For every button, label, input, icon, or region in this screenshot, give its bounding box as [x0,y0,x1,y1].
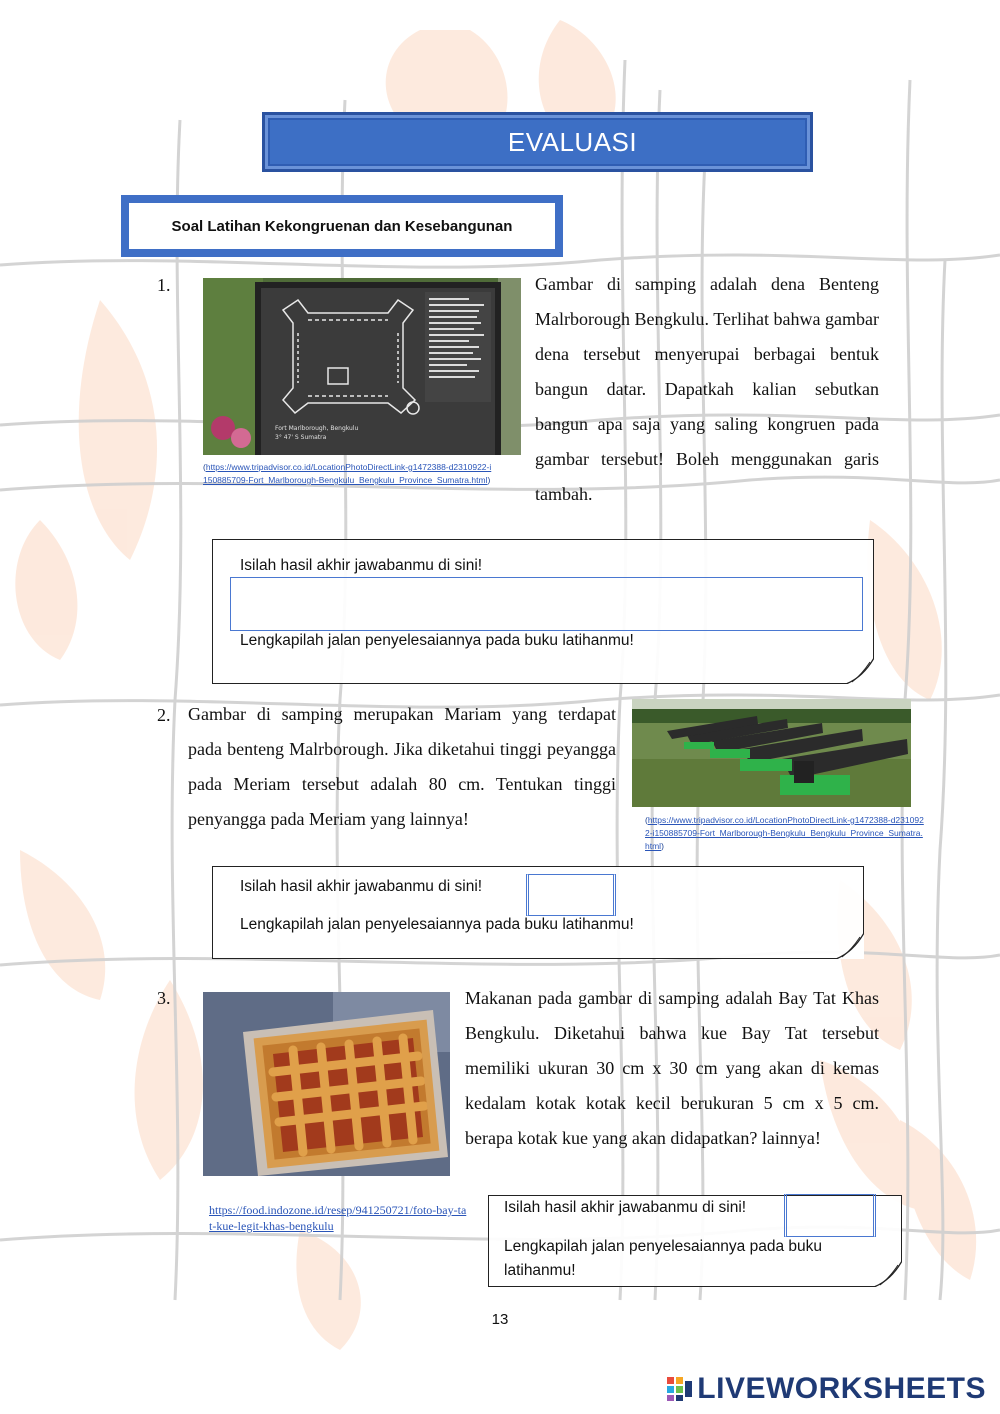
page-curl-icon [846,658,874,684]
question-2-text: Gambar di samping merupakan Mariam yang terdapat pada benteng Malrborough. Jika diketahui tinggi peyangga pada Meriam tersebut adalah 80 cm. Tentukan tinggi penyangga pada Meriam yang lainnya! [188,704,616,829]
question-2-number: 2. [157,705,171,725]
question-3-answer-note: Lengkapilah jalan penyelesaiannya pada buku latihanmu! [504,1238,823,1279]
question-1-caption [203,461,493,487]
question-2-caption-close: ) [661,841,664,851]
evaluation-title-text: EVALUASI [507,126,638,157]
liveworksheets-brand[interactable] [667,1372,986,1406]
map-sign-title: Fort Marlborough, Bengkulu [275,425,359,432]
question-1-source-link[interactable]: https://www.tripadvisor.co.id/LocationPhotoDirectLink-g1472388-d2310922-i150885709-Fort_Marlborough-Bengkulu_Bengkulu_Province_Sumatra.html [203,462,492,485]
fort-map-photo [203,278,521,455]
question-1-caption-close: ) [487,475,491,485]
question-2-answer-prompt: Isilah hasil akhir jawabanmu di sini! [240,878,483,895]
question-3-source-link[interactable]: https://food.indozone.id/resep/941250721/foto-bay-tat-kue-legit-khas-bengkulu [209,1203,467,1233]
question-3-answer-input[interactable] [784,1194,876,1237]
evaluation-title [262,112,813,172]
liveworksheets-brand-text: LIVEWORKSHEETS [697,1372,986,1405]
question-1-answer-input[interactable] [230,577,863,631]
page-number: 13 [491,1311,509,1328]
question-3-number: 3. [157,988,171,1008]
question-1-answer-note: Lengkapilah jalan penyelesaiannya pada buku latihanmu! [240,632,634,649]
question-2-caption-open: ( [645,815,648,825]
question-2-answer-input[interactable] [526,874,616,916]
bay-tat-photo [203,992,450,1176]
question-1-text: Gambar di samping adalah dena Benteng Malrborough Bengkulu. Terlihat bahwa gambar dena tersebut menyerupai berbagai bentuk bangun datar. Dapatkah kalian sebutkan bangun apa saja yang saling kongruen pada gambar tersebut! Boleh menggunakan garis tambah. [535,274,879,504]
fort-map-image [203,278,521,455]
liveworksheets-logo-icon [667,1377,693,1401]
question-3-answer-prompt: Isilah hasil akhir jawabanmu di sini! [504,1199,747,1216]
question-1-answer-prompt: Isilah hasil akhir jawabanmu di sini! [240,557,483,574]
question-3-text: Makanan pada gambar di samping adalah Bay Tat Khas Bengkulu. Diketahui bahwa kue Bay Tat tersebut memiliki ukuran 30 cm x 30 cm yang akan di kemas kedalam kotak kotak kecil berukuran 5 cm x 5 cm. berapa kotak kue yang akan didapatkan? lainnya! [465,988,879,1148]
section-subtitle-box [121,195,563,257]
page-curl-icon [874,1261,902,1287]
question-1-number: 1. [157,275,171,295]
question-2-caption [645,814,927,853]
cannon-photo [632,699,911,807]
question-2-answer-note: Lengkapilah jalan penyelesaiannya pada buku latihanmu! [240,916,634,933]
cannon-image [632,699,911,807]
section-subtitle: Soal Latihan Kekongruenan dan Kesebangunan [129,203,555,249]
question-2-source-link[interactable]: https://www.tripadvisor.co.id/LocationPhotoDirectLink-g1472388-d2310922-i150885709-Fort_Marlborough-Bengkulu_Bengkulu_Province_Sumatra.html [645,815,924,851]
page-curl-icon [836,933,864,959]
bay-tat-image [203,992,450,1176]
question-1-caption-open: ( [203,462,206,472]
map-sign-subtitle: 3° 47' S Sumatra [275,434,327,441]
